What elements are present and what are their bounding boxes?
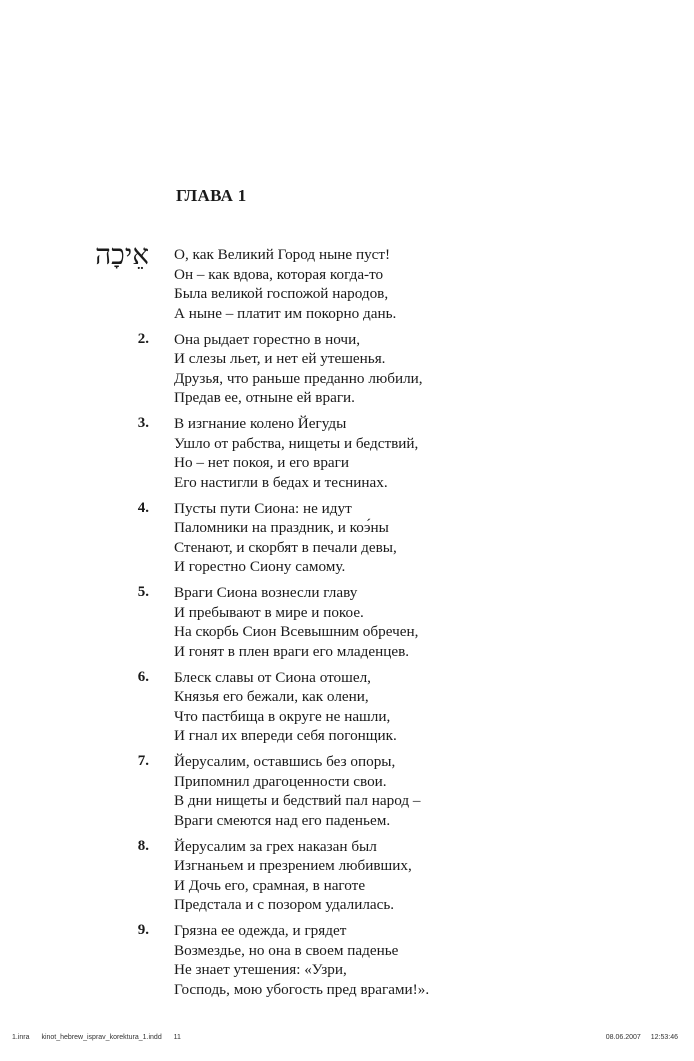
verse-9 [80, 921, 640, 999]
verse-line: Друзья, что раньше преданно любили, [174, 369, 423, 387]
verse-line: И слезы льет, и нет ей утешенья. [174, 350, 386, 367]
verse-line: Его настигли в бедах и теснинах. [174, 473, 388, 491]
footer-date: 08.06.2007 [605, 1034, 641, 1041]
chapter-title: ГЛАВА 1 [176, 186, 247, 205]
verse-line: Она рыдает горестно в ночи, [174, 330, 360, 348]
verse-number: 8. [137, 837, 149, 854]
verse-line: Изгнаньем и презрением любивших, [174, 857, 412, 874]
footer-file-info [12, 1034, 191, 1041]
verse-number: 9. [137, 922, 149, 938]
verse-number: 4. [137, 499, 149, 516]
verse-line: Йерусалим, оставшись без опоры, [174, 753, 396, 770]
footer-timestamp [598, 1034, 678, 1041]
verse-line: В дни нищеты и бедствий пал народ – [174, 792, 421, 809]
verse-7 [80, 752, 640, 830]
verse-number: 5. [137, 584, 149, 600]
verse-line: Предав ее, отныне ей враги. [174, 389, 355, 406]
footer-filename: kinot_hebrew_isprav_korektura_1.indd [41, 1034, 162, 1041]
footer-slug: 1.inra [12, 1034, 30, 1041]
verse-line: Не знает утешения: «Узри, [174, 961, 347, 978]
verse-line: А ныне – платит им покорно дань. [174, 304, 397, 322]
verse-line: И горестно Сиону самому. [174, 558, 346, 575]
verse-4 [80, 499, 640, 577]
verse-5 [80, 583, 640, 661]
verse-line: Что пастбища в округе не нашли, [174, 707, 391, 725]
verse-line: Он – как вдова, которая когда-то [174, 265, 384, 283]
verse-line: Враги Сиона вознесли главу [174, 584, 358, 601]
verse-line: Возмездье, но она в своем паденье [174, 941, 399, 959]
verse-line: И Дочь его, срамная, в наготе [174, 876, 366, 894]
verse-list [80, 238, 640, 1006]
verse-line: Была великой госпожой народов, [174, 285, 389, 302]
verse-6 [80, 668, 640, 746]
verse-line: И гонят в плен враги его младенцев. [174, 642, 410, 660]
footer-time: 12:53:46 [650, 1034, 678, 1041]
verse-line: И пребывают в мире и покое. [174, 603, 364, 621]
verse-line: Но – нет покоя, и его враги [174, 454, 350, 471]
verse-number: 2. [137, 330, 149, 347]
verse-line: Пусты пути Сиона: не идут [174, 499, 352, 517]
verse-line: Предстала и с позором удалилась. [174, 896, 395, 913]
hebrew-initial-word: אֵיכָה [95, 238, 149, 271]
verse-line: Блеск славы от Сиона отошел, [174, 668, 371, 686]
verse-2 [80, 330, 640, 408]
verse-line: Ушло от рабства, нищеты и бедствий, [174, 434, 419, 452]
verse-line: Паломники на праздник, и коэ́ны [174, 519, 389, 536]
verse-line: В изгнание колено Йегуды [174, 415, 347, 432]
verse-line: Стенают, и скорбят в печали девы, [174, 538, 397, 556]
verse-number: 6. [137, 668, 149, 685]
verse-1 [80, 238, 640, 323]
verse-line: Господь, мою убогость пред врагами!». [174, 980, 430, 998]
verse-line: Враги смеются над его паденьем. [174, 811, 391, 829]
verse-8 [80, 837, 640, 915]
verse-line: И гнал их впереди себя погонщик. [174, 727, 397, 744]
verse-line: О, как Великий Город ныне пуст! [174, 246, 391, 263]
verse-line: Князья его бежали, как олени, [174, 688, 369, 705]
verse-line: Грязна ее одежда, и грядет [174, 922, 347, 939]
verse-number: 7. [137, 753, 149, 769]
verse-number: 3. [137, 415, 149, 431]
verse-line: Припомнил драгоценности свои. [174, 772, 387, 790]
verse-3 [80, 414, 640, 492]
verse-line: Йерусалим за грех наказан был [174, 837, 377, 855]
footer-page-number: 11 [173, 1034, 181, 1041]
verse-line: На скорбь Сион Всевышним обречен, [174, 623, 419, 640]
